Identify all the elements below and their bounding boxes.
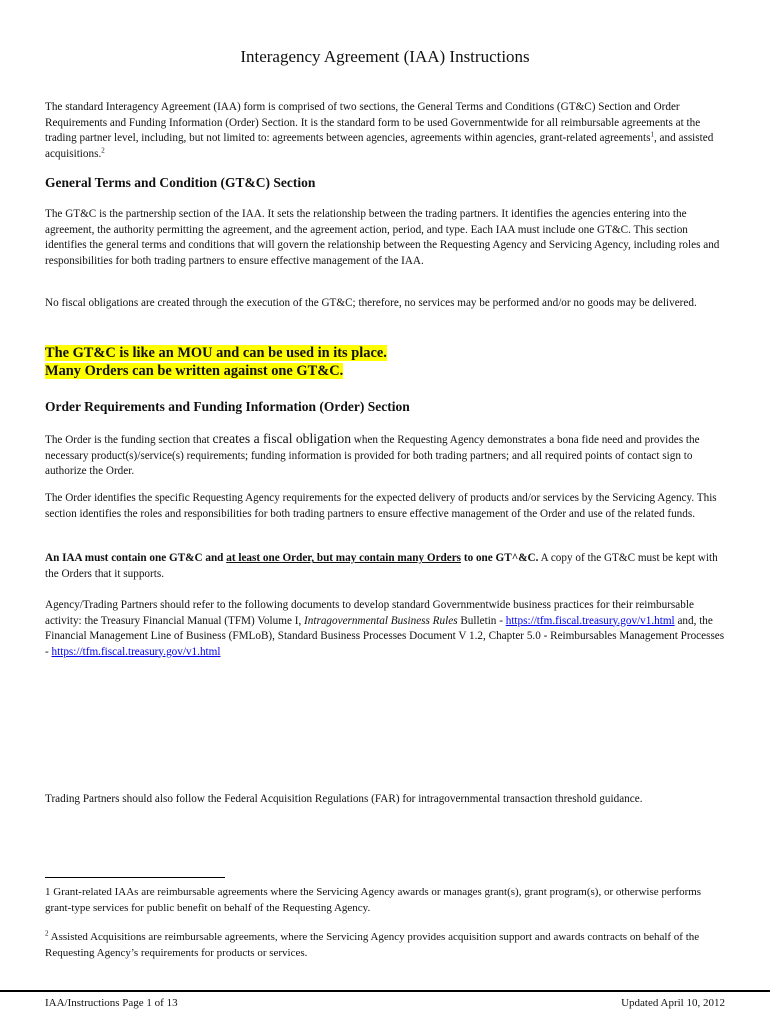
order-p1-emphasis: creates a fiscal obligation [212,431,351,446]
highlight-line-1: The GT&C is like an MOU and can be used in its place. [45,345,387,361]
footnote-1-text: Grant-related IAAs are reimbursable agreements where the Servicing Agency awards or manages grant(s), grant program(s), or otherwise performs grant-type services for public benefit on behalf of the Requesting Agency. [45,886,702,914]
order-paragraph-3 [45,551,730,582]
order-p4-italic: Intragovernmental Business Rules [304,614,458,627]
gtc-paragraph-2: No fiscal obligations are created through the execution of the GT&C; therefore, no services may be performed and/or no goods may be delivered. [45,297,697,309]
order-paragraph-2: The Order identifies the specific Requesting Agency requirements for the expected delivery of products and/or services by the Servicing Agency. This section identifies the roles and responsibilities for both trading partners to ensure effective management of the Order and use of the related funds. [45,492,717,520]
intro-text-b: , and assisted acquisitions. [45,132,714,160]
footnote-1-mark: 1 [45,886,51,898]
gtc-heading: General Terms and Condition (GT&C) Section [45,175,316,190]
tfm-link-2[interactable]: https://tfm.fiscal.treasury.gov/v1.html [51,645,221,658]
footer-divider [0,990,770,992]
highlight-line-2: Many Orders can be written against one GT&C. [45,362,344,379]
footnote-ref-1[interactable]: 1 [650,130,654,139]
footnote-1 [45,885,730,916]
footer-page-label: IAA/Instructions Page 1 of 13 [45,997,178,1009]
highlight-note [45,345,730,380]
order-p3-bold-b: to one GT^&C. [461,552,539,564]
tfm-link-1[interactable]: https://tfm.fiscal.treasury.gov/v1.html [505,614,675,627]
document-title: Interagency Agreement (IAA) Instructions [240,47,530,66]
order-p3-bold-a: An IAA must contain one GT&C and [45,552,227,564]
order-paragraph-1 [45,431,730,480]
order-paragraph-4 [45,598,730,660]
intro-paragraph [45,100,730,162]
order-p1-text-b: when the Requesting Agency demonstrates a bona fide need and provides the necessary product(s)/service(s) requirements; funding information is provided for both trading partners; and all required points of contact sign to authorize the Order. [45,434,700,477]
footnote-2 [45,930,730,961]
gtc-paragraph-1: The GT&C is the partnership section of the IAA. It sets the relationship between the trading partners. It identifies the agencies entering into the agreement, the authority permitting the agreement, and the agreement action, period, and type. Each IAA must include one GT&C. This section identifies the general terms and conditions that will govern the relationship between the Requesting Agency and Servicing Agency, including roles and responsibilities for both trading partners to ensure effective management of the IAA. [45,208,720,267]
order-p4-text-a: Agency/Trading Partners should refer to the following documents to develop standard Governmentwide business practices for their reimbursable activity: the Treasury Financial Manual (TFM) Volume I, [45,599,694,627]
footnote-2-text: Assisted Acquisitions are reimbursable agreements, where the Servicing Agency provides acquisition support and awards contracts on behalf of the Requesting Agency’s requirements for products or services. [45,931,700,959]
order-paragraph-5: Trading Partners should also follow the Federal Acquisition Regulations (FAR) for intragovernmental transaction threshold guidance. [45,793,643,805]
order-p4-text-c: and, the Financial Management Line of Business (FMLoB), Standard Business Processes Document V 1.2, Chapter 5.0 - Reimbursables Management Processes - [45,614,725,658]
order-p4-text-b: Bulletin - [457,614,506,627]
footnote-ref-2[interactable]: 2 [101,145,105,154]
footnote-divider [45,877,225,878]
order-p1-text-a: The Order is the funding section that [45,434,213,446]
order-heading: Order Requirements and Funding Information (Order) Section [45,399,410,414]
intro-text-a: The standard Interagency Agreement (IAA) form is comprised of two sections, the General Terms and Conditions (GT&C) Section and Order Requirements and Funding Information (Order) Section. It is the standard form to be used Governmentwide for all reimbursable agreements at the trading partner level, including, but not limited to: agreements between agencies, agreements within agencies, grant-related agreements [45,101,701,144]
order-p3-rest: A copy of the GT&C must be kept with the Orders that it supports. [45,552,718,580]
footnote-2-mark: 2 [45,929,49,938]
order-p3-bold-underline: at least one Order, but may contain many Orders [226,552,462,564]
footer-updated-date: Updated April 10, 2012 [621,997,725,1009]
